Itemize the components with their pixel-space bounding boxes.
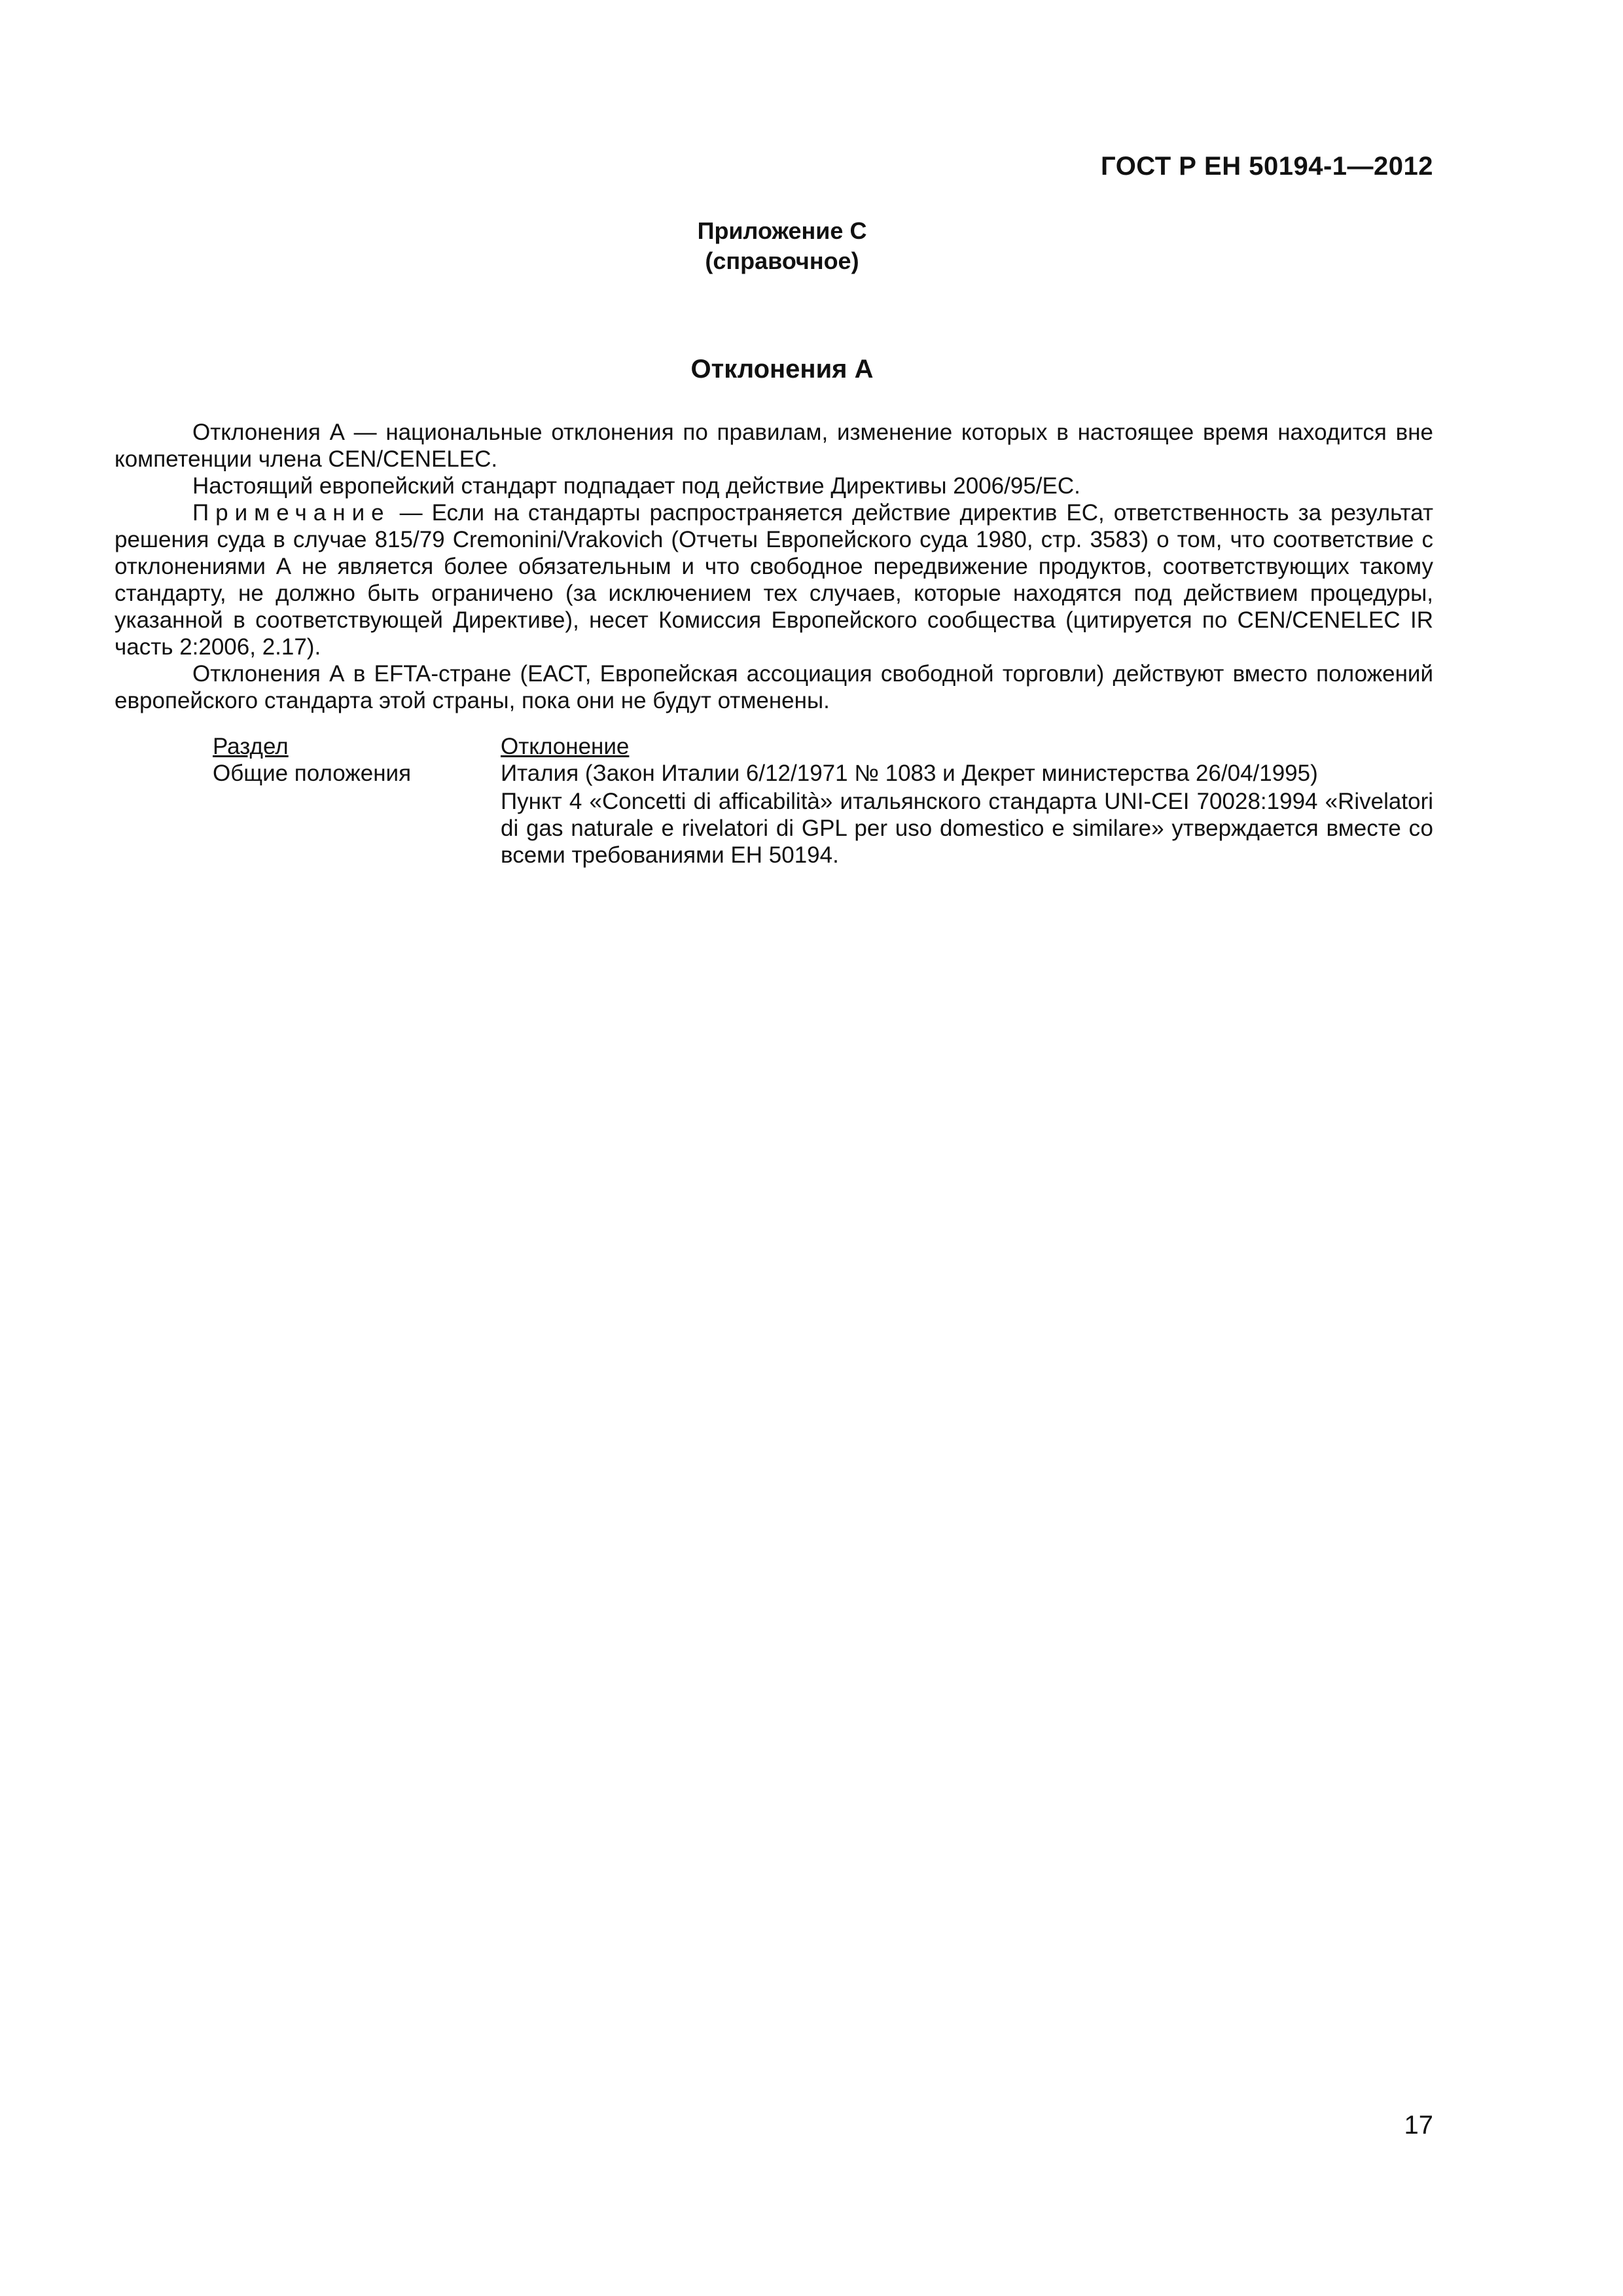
column-header-section: Раздел (213, 734, 289, 759)
paragraph-directive: Настоящий европейский стандарт подпадает под действие Директивы 2006/95/ЕС. (192, 473, 1080, 499)
annex-title: Приложение C (697, 217, 867, 244)
body-text (115, 419, 1433, 714)
deviations-table (115, 733, 1433, 870)
page-number: 17 (1404, 2111, 1433, 2140)
column-header-deviation: Отклонение (501, 734, 630, 759)
note-label: Примечание (192, 500, 391, 526)
annex-heading (0, 216, 1564, 276)
standard-code-header: ГОСТ Р ЕН 50194-1—2012 (1101, 152, 1433, 181)
row-section-cell: Общие положения (213, 761, 412, 786)
note-text: — Если на стандарты распространяется действие директив ЕС, ответственность за результат решения суда в случае 815/79 Cremonini/Vrakovich (Отчеты Европейского суда 1980, стр. 3583) о том, что соответствие с отклонениями А не является более обязательным и что свободное передвижение продуктов, соответствующих такому стандарту, не должно быть ограничено (за исключением тех случаев, которые находятся под действием процедуры, указанной в соответствующей Директиве), несет Комиссия Европейского сообщества (цитируется по CEN/CENELEC IR часть 2:2006, 2.17). (115, 500, 1433, 660)
paragraph-definition: Отклонения А — национальные отклонения по правилам, изменение которых в настоящее время находится вне компетенции члена CEN/CENELEC. (115, 420, 1433, 472)
deviation-line: Италия (Закон Италии 6/12/1971 № 1083 и Декрет министерства 26/04/1995) (501, 761, 1318, 786)
section-title: Отклонения А (690, 355, 874, 384)
table-header-row (115, 733, 1433, 760)
annex-status: (справочное) (705, 247, 859, 274)
paragraph-note (115, 499, 1433, 660)
paragraph-efta: Отклонения А в EFTA-стране (ЕАСТ, Европейская ассоциация свободной торговли) действуют вместо положений европейского стандарта этой страны, пока они не будут отменены. (115, 661, 1433, 713)
table-row (115, 760, 1433, 870)
deviation-line: Пункт 4 «Concetti di afficabilità» итальянского стандарта UNI-CEI 70028:1994 «Rivelatori di gas naturale e rivelatori di GPL per uso domestico e similare» утверждается вместе со всеми требованиями ЕН 50194. (501, 789, 1433, 868)
row-deviation-cell (501, 760, 1433, 870)
